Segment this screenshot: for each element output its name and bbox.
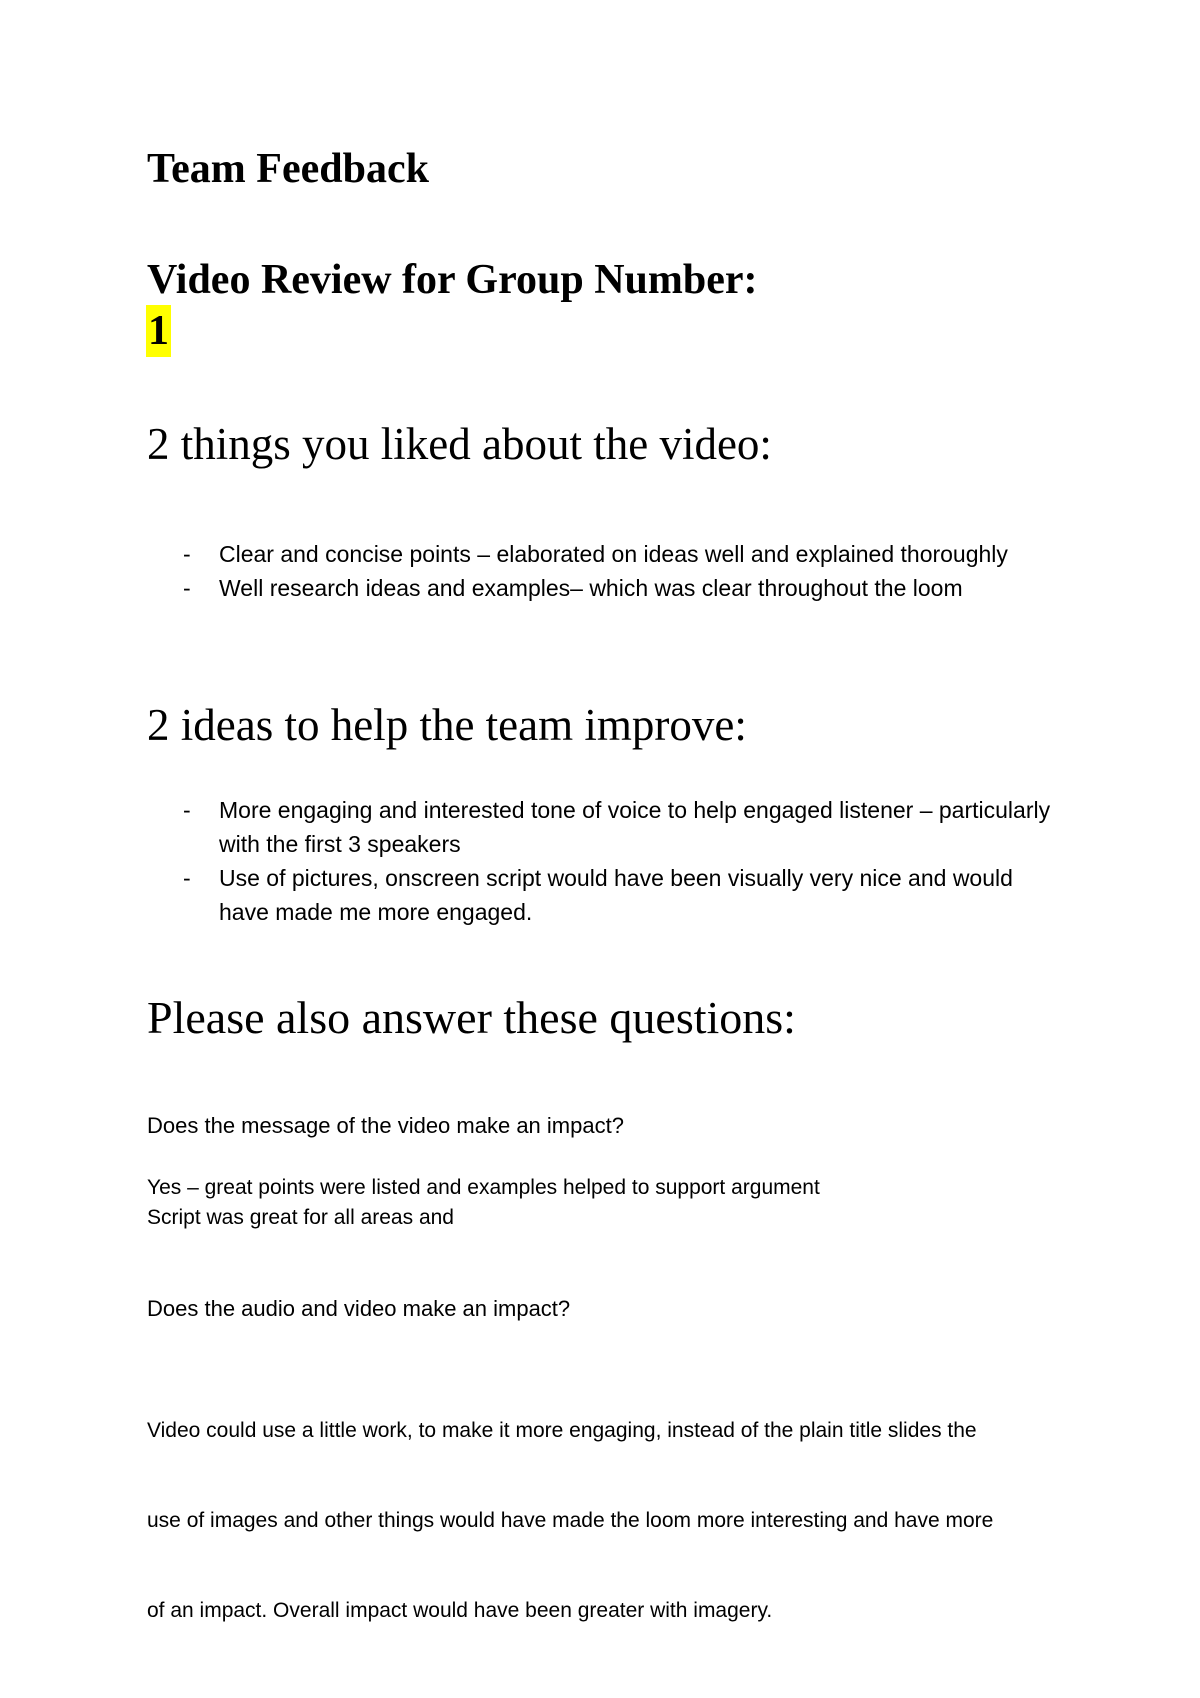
- dash-bullet: -: [183, 797, 191, 823]
- dash-bullet: -: [183, 865, 191, 891]
- review-heading: Video Review for Group Number:: [147, 257, 758, 303]
- liked-item: [183, 571, 1063, 605]
- improve-list: [183, 793, 1063, 929]
- liked-item-text: Clear and concise points – elaborated on ideas well and explained thoroughly: [219, 541, 1008, 567]
- answer-1: [147, 1173, 1067, 1233]
- answer-line: Script was great for all areas and: [147, 1206, 454, 1229]
- question-2: Does the audio and video make an impact?: [147, 1296, 571, 1321]
- document-title: Team Feedback: [147, 146, 429, 192]
- answer-line: use of images and other things would have made the loom more interesting and have more: [147, 1509, 994, 1532]
- improve-heading: 2 ideas to help the team improve:: [147, 700, 747, 750]
- liked-item-text: Well research ideas and examples– which was clear throughout the loom: [219, 575, 963, 601]
- improve-item-text: Use of pictures, onscreen script would have been visually very nice and would have made me more engaged.: [219, 865, 1013, 925]
- answer-line: of an impact. Overall impact would have been greater with imagery.: [147, 1599, 773, 1622]
- group-number-highlight: 1: [146, 305, 171, 357]
- dash-bullet: -: [183, 575, 191, 601]
- improve-item-text: More engaging and interested tone of voice to help engaged listener – particularly with the first 3 speakers: [219, 797, 1051, 857]
- improve-item: [183, 861, 1063, 929]
- liked-heading: 2 things you liked about the video:: [147, 419, 772, 469]
- liked-list: [183, 537, 1063, 605]
- improve-item: [183, 793, 1063, 861]
- questions-heading: Please also answer these questions:: [147, 992, 796, 1043]
- answer-2: [147, 1356, 1067, 1686]
- answer-line: Yes – great points were listed and examples helped to support argument: [147, 1176, 820, 1199]
- liked-item: [183, 537, 1063, 571]
- answer-line: Video could use a little work, to make it more engaging, instead of the plain title slides the: [147, 1419, 977, 1442]
- question-1: Does the message of the video make an impact?: [147, 1113, 624, 1138]
- dash-bullet: -: [183, 541, 191, 567]
